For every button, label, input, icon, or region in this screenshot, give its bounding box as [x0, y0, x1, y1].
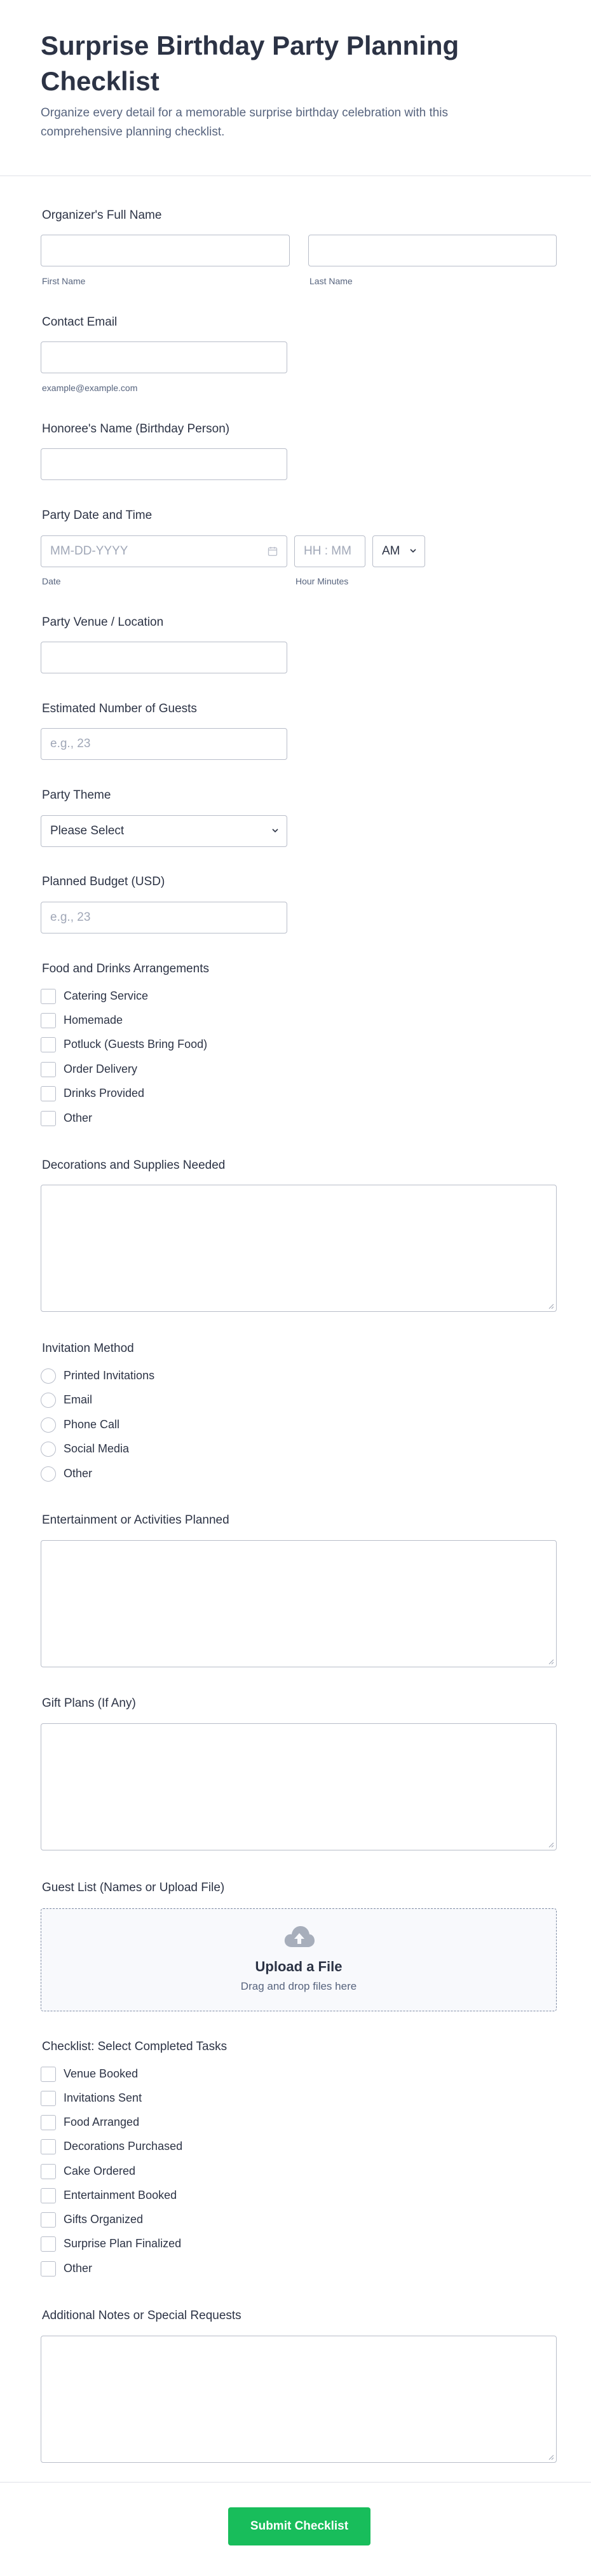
- gift-plans-textarea[interactable]: [41, 1723, 557, 1850]
- last-name-input[interactable]: [308, 235, 557, 266]
- party-datetime-label: Party Date and Time: [42, 509, 153, 522]
- last-name-sublabel: Last Name: [309, 276, 353, 286]
- budget-input[interactable]: [41, 902, 287, 933]
- checklist-option-label: Other: [64, 2262, 93, 2275]
- cloud-upload-icon: [283, 1925, 315, 1950]
- invitation-radio-email[interactable]: [41, 1393, 56, 1408]
- guests-label: Estimated Number of Guests: [42, 702, 197, 715]
- checklist-option-label: Entertainment Booked: [64, 2189, 177, 2201]
- food-checkbox-catering[interactable]: [41, 989, 56, 1004]
- food-label: Food and Drinks Arrangements: [42, 962, 209, 975]
- contact-email-label: Contact Email: [42, 315, 118, 329]
- food-checkbox-potluck[interactable]: [41, 1037, 56, 1052]
- venue-label: Party Venue / Location: [42, 616, 164, 629]
- entertainment-textarea[interactable]: [41, 1540, 557, 1667]
- invitation-option-label: Social Media: [64, 1442, 130, 1455]
- honoree-name-label: Honoree's Name (Birthday Person): [42, 422, 230, 436]
- invitation-option-label: Email: [64, 1393, 93, 1406]
- checklist-checkbox-gifts[interactable]: [41, 2212, 56, 2228]
- time-placeholder: HH : MM: [304, 544, 351, 558]
- food-option-label: Potluck (Guests Bring Food): [64, 1038, 208, 1050]
- page-title: Surprise Birthday Party Planning Checklist: [41, 31, 459, 96]
- date-sublabel: Date: [42, 576, 61, 586]
- ampm-select[interactable]: [372, 535, 425, 567]
- checklist-checkbox-other[interactable]: [41, 2261, 56, 2276]
- resize-handle-icon[interactable]: [548, 1842, 554, 1848]
- checklist-checkbox-venue[interactable]: [41, 2067, 56, 2082]
- gift-plans-label: Gift Plans (If Any): [42, 1697, 136, 1710]
- checklist-checkbox-invitations[interactable]: [41, 2091, 56, 2106]
- theme-select[interactable]: [41, 815, 287, 847]
- food-option-label: Order Delivery: [64, 1063, 138, 1075]
- resize-handle-icon[interactable]: [548, 2454, 554, 2460]
- invitation-radio-social[interactable]: [41, 1442, 56, 1457]
- upload-subtitle: Drag and drop files here: [240, 1980, 357, 1992]
- checklist-checkbox-surprise[interactable]: [41, 2236, 56, 2252]
- checklist-checkbox-cake[interactable]: [41, 2164, 56, 2179]
- time-input[interactable]: [294, 535, 365, 567]
- food-checkbox-other[interactable]: [41, 1111, 56, 1126]
- food-option-label: Catering Service: [64, 989, 149, 1002]
- checklist-checkbox-decorations[interactable]: [41, 2139, 56, 2154]
- chevron-down-icon: [409, 547, 417, 554]
- checklist-option-label: Venue Booked: [64, 2067, 139, 2080]
- invitation-radio-phone[interactable]: [41, 1417, 56, 1433]
- theme-selected-value: Please Select: [50, 824, 125, 837]
- ampm-value: AM: [382, 544, 400, 558]
- food-checkbox-homemade[interactable]: [41, 1013, 56, 1028]
- email-input[interactable]: [41, 341, 287, 373]
- guest-list-label: Guest List (Names or Upload File): [42, 1881, 225, 1894]
- file-upload-dropzone[interactable]: [41, 1908, 557, 2011]
- decorations-label: Decorations and Supplies Needed: [42, 1159, 226, 1172]
- chevron-down-icon: [271, 827, 279, 834]
- checklist-option-label: Decorations Purchased: [64, 2140, 183, 2152]
- first-name-sublabel: First Name: [42, 276, 86, 286]
- guests-placeholder: e.g., 23: [50, 737, 91, 750]
- food-checkbox-drinks[interactable]: [41, 1086, 56, 1101]
- form-header: [0, 0, 591, 176]
- organizer-name-label: Organizer's Full Name: [42, 209, 162, 222]
- checklist-option-label: Gifts Organized: [64, 2213, 144, 2226]
- checklist-checkbox-entertainment[interactable]: [41, 2188, 56, 2203]
- submit-button[interactable]: Submit Checklist: [228, 2507, 370, 2545]
- date-placeholder: MM-DD-YYYY: [50, 544, 128, 558]
- resize-handle-icon[interactable]: [548, 1658, 554, 1665]
- food-option-label: Homemade: [64, 1014, 123, 1026]
- invitation-label: Invitation Method: [42, 1342, 134, 1355]
- food-option-label: Other: [64, 1112, 93, 1124]
- invitation-radio-printed[interactable]: [41, 1368, 56, 1384]
- date-input[interactable]: [41, 535, 287, 567]
- budget-label: Planned Budget (USD): [42, 875, 165, 888]
- checklist-option-label: Surprise Plan Finalized: [64, 2237, 182, 2250]
- decorations-textarea[interactable]: [41, 1185, 557, 1312]
- theme-label: Party Theme: [42, 789, 111, 802]
- first-name-input[interactable]: [41, 235, 290, 266]
- food-option-label: Drinks Provided: [64, 1087, 145, 1099]
- invitation-option-label: Phone Call: [64, 1418, 120, 1431]
- invitation-option-label: Printed Invitations: [64, 1369, 155, 1382]
- venue-input[interactable]: [41, 642, 287, 673]
- food-checkbox-delivery[interactable]: [41, 1062, 56, 1077]
- invitation-radio-other[interactable]: [41, 1466, 56, 1482]
- checklist-label: Checklist: Select Completed Tasks: [42, 2040, 228, 2053]
- checklist-option-label: Food Arranged: [64, 2116, 140, 2128]
- checklist-checkbox-food[interactable]: [41, 2115, 56, 2130]
- calendar-icon[interactable]: [268, 546, 278, 556]
- entertainment-label: Entertainment or Activities Planned: [42, 1513, 229, 1527]
- invitation-option-label: Other: [64, 1467, 93, 1480]
- email-sublabel: example@example.com: [42, 383, 138, 393]
- upload-title: Upload a File: [255, 1959, 343, 1974]
- guests-input[interactable]: [41, 728, 287, 760]
- page-subtitle: Organize every detail for a memorable surprise birthday celebration with this comprehensive planning checklist.: [41, 106, 449, 139]
- checklist-option-label: Cake Ordered: [64, 2165, 136, 2177]
- honoree-name-input[interactable]: [41, 448, 287, 480]
- notes-textarea[interactable]: [41, 2336, 557, 2463]
- notes-label: Additional Notes or Special Requests: [42, 2309, 241, 2322]
- resize-handle-icon[interactable]: [548, 1303, 554, 1309]
- time-sublabel: Hour Minutes: [296, 576, 349, 586]
- budget-placeholder: e.g., 23: [50, 911, 91, 924]
- checklist-option-label: Invitations Sent: [64, 2091, 142, 2104]
